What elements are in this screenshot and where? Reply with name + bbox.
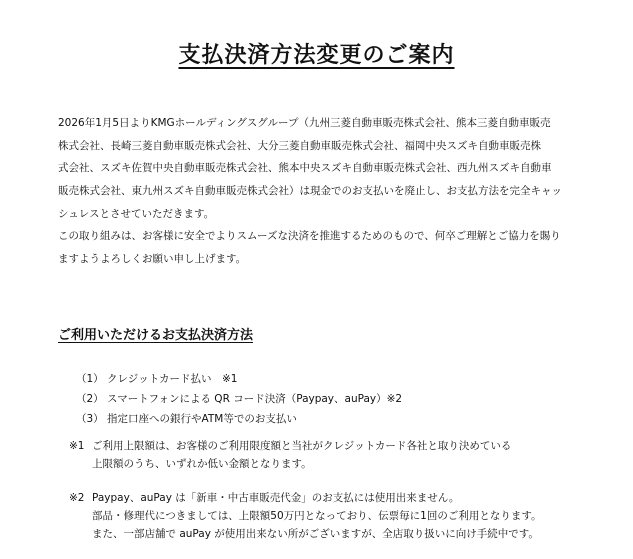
intro-line: 式会社、スズキ佐賀中央自動車販売株式会社、熊本中央スズキ自動車販売株式会社、西九州スズキ自動車	[58, 162, 552, 175]
note-2-line: 部品・修理代につきましては、上限額50万円となっており、伝票毎に1回のご利用となります。	[92, 510, 542, 522]
page-title	[0, 38, 633, 69]
note-1-line: 上限額のうち、いずれか低い金額となります。	[92, 458, 312, 470]
note-2-line: また、一部店舗で auPay が使用出来ない所がございますが、全店取り扱いに向け手続中です。	[92, 528, 539, 540]
note-2-label: ※2	[69, 492, 85, 504]
payment-method-item: （3） 指定口座への銀行やATM等でのお支払い	[76, 413, 297, 425]
payment-method-item: （2） スマートフォンによる QR コード決済（Paypay、auPay）※2	[76, 393, 403, 405]
intro-line: 株式会社、長崎三菱自動車販売株式会社、大分三菱自動車販売株式会社、福岡中央スズキ自動車販売株	[58, 139, 541, 152]
note-2	[69, 489, 542, 543]
note-1-line: ご利用上限額は、お客様のご利用限度額と当社がクレジットカード各社と取り決めている	[92, 440, 512, 452]
methods-heading: ご利用いただけるお支払決済方法	[58, 328, 254, 343]
intro-line: シュレスとさせていただきます。	[58, 207, 215, 220]
payment-methods-list	[76, 369, 402, 429]
note-1	[69, 437, 511, 473]
intro-line: 販売株式会社、東九州スズキ自動車販売株式会社）は現金でのお支払いを廃止し、お支払方法を完全キャッ	[58, 185, 562, 198]
intro-line: ますようよろしくお願い申し上げます。	[58, 253, 247, 266]
note-1-label: ※1	[69, 440, 85, 452]
title-text: 支払決済方法変更のご案内	[178, 43, 455, 68]
intro-line: この取り組みは、お客様に安全でよりスムーズな決済を推進するためのもので、何卒ご理解とご協力を賜り	[58, 230, 561, 243]
payment-method-item: （1） クレジットカード払い ※1	[76, 373, 238, 385]
intro-paragraph	[58, 112, 578, 271]
note-2-line: Paypay、auPay は「新車・中古車販売代金」のお支払には使用出来ません。	[92, 492, 460, 504]
intro-line: 2026年1月5日よりKMGホールディングスグループ（九州三菱自動車販売株式会社、熊本三菱自動車販売	[58, 117, 551, 129]
